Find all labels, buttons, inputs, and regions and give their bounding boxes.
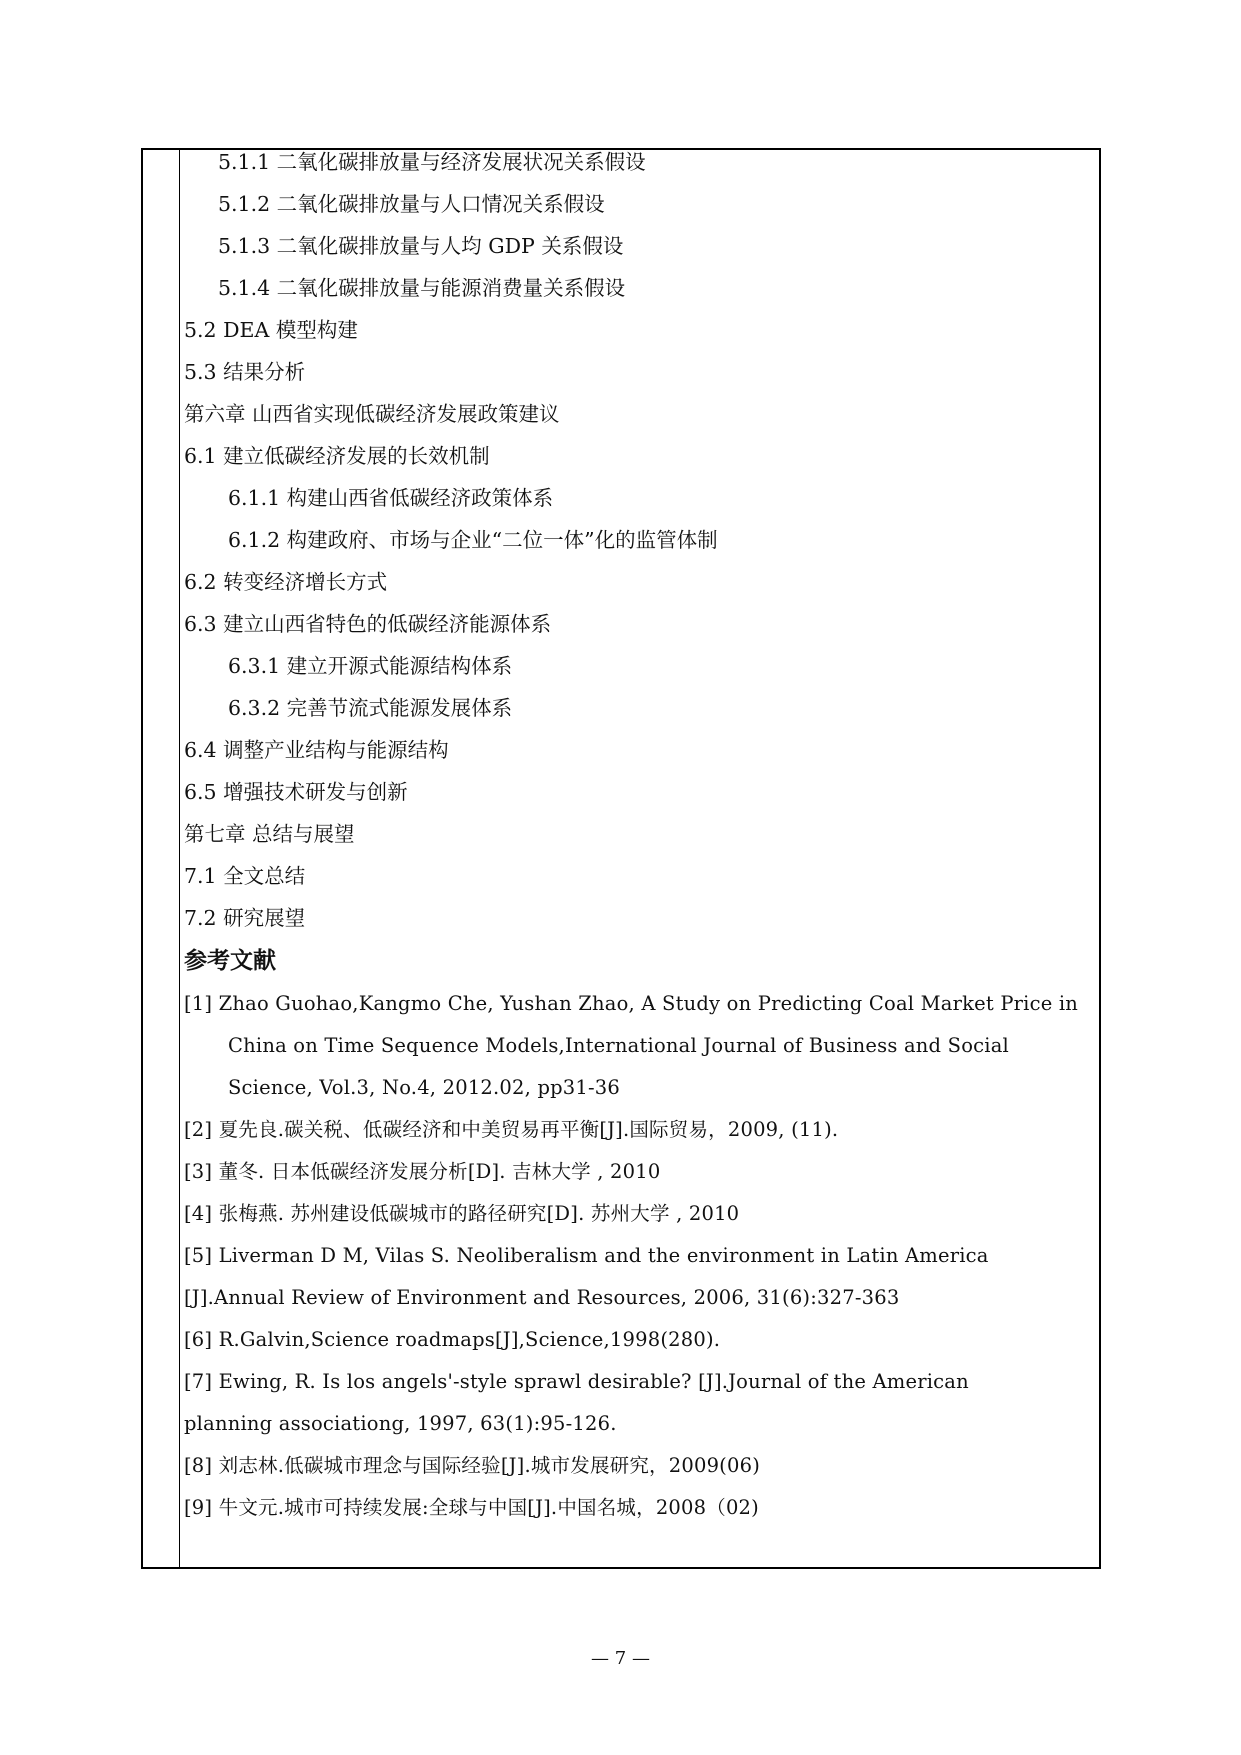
reference-line: [9] 牛文元.城市可持续发展:全球与中国[J].中国名城，2008（02) (184, 1496, 759, 1519)
toc-item: 5.1.1 二氧化碳排放量与经济发展状况关系假设 (218, 150, 646, 174)
reference-line: [1] Zhao Guohao,Kangmo Che, Yushan Zhao, A Study on Predicting Coal Market Price in (184, 992, 1079, 1015)
reference-line: [J].Annual Review of Environment and Resources, 2006, 31(6):327-363 (184, 1286, 900, 1309)
toc-item: 5.3 结果分析 (184, 360, 306, 384)
toc-item: 5.1.4 二氧化碳排放量与能源消费量关系假设 (218, 276, 626, 300)
reference-line: [8] 刘志林.低碳城市理念与国际经验[J].城市发展研究，2009(06) (184, 1454, 761, 1477)
toc-item: 7.1 全文总结 (184, 864, 306, 888)
toc-chapter: 第七章 总结与展望 (184, 822, 355, 846)
toc-item: 7.2 研究展望 (184, 906, 306, 930)
reference-line: China on Time Sequence Models,International Journal of Business and Social (228, 1034, 1009, 1057)
references-heading: 参考文献 (184, 948, 276, 974)
page-number: — 7 — (591, 1648, 650, 1669)
reference-line: planning associationg, 1997, 63(1):95-126. (184, 1412, 617, 1435)
reference-line: [6] R.Galvin,Science roadmaps[J],Science,1998(280). (184, 1328, 721, 1351)
toc-item: 6.3.1 建立开源式能源结构体系 (228, 654, 513, 678)
toc-item: 6.4 调整产业结构与能源结构 (184, 738, 449, 762)
toc-item: 6.1.1 构建山西省低碳经济政策体系 (228, 486, 554, 510)
toc-item: 5.1.2 二氧化碳排放量与人口情况关系假设 (218, 192, 605, 216)
toc-item: 6.3 建立山西省特色的低碳经济能源体系 (184, 612, 552, 636)
reference-line: [2] 夏先良.碳关税、低碳经济和中美贸易再平衡[J].国际贸易，2009, (11). (184, 1118, 839, 1141)
toc-item: 5.1.3 二氧化碳排放量与人均 GDP 关系假设 (218, 234, 624, 258)
toc-item: 6.2 转变经济增长方式 (184, 570, 388, 594)
toc-item: 6.3.2 完善节流式能源发展体系 (228, 696, 513, 720)
toc-item: 6.1.2 构建政府、市场与企业“二位一体”化的监管体制 (228, 528, 718, 552)
column-divider (179, 150, 180, 1567)
toc-item: 5.2 DEA 模型构建 (184, 318, 358, 342)
reference-line: [7] Ewing, R. Is los angels'-style sprawl desirable? [J].Journal of the American (184, 1370, 969, 1393)
toc-item: 6.5 增强技术研发与创新 (184, 780, 408, 804)
reference-line: [4] 张梅燕. 苏州建设低碳城市的路径研究[D]. 苏州大学 , 2010 (184, 1202, 740, 1225)
toc-item: 6.1 建立低碳经济发展的长效机制 (184, 444, 490, 468)
toc-chapter: 第六章 山西省实现低碳经济发展政策建议 (184, 402, 560, 426)
reference-line: [3] 董冬. 日本低碳经济发展分析[D]. 吉林大学 , 2010 (184, 1160, 661, 1183)
reference-line: Science, Vol.3, No.4, 2012.02, pp31-36 (228, 1076, 621, 1099)
reference-line: [5] Liverman D M, Vilas S. Neoliberalism and the environment in Latin America (184, 1244, 989, 1267)
